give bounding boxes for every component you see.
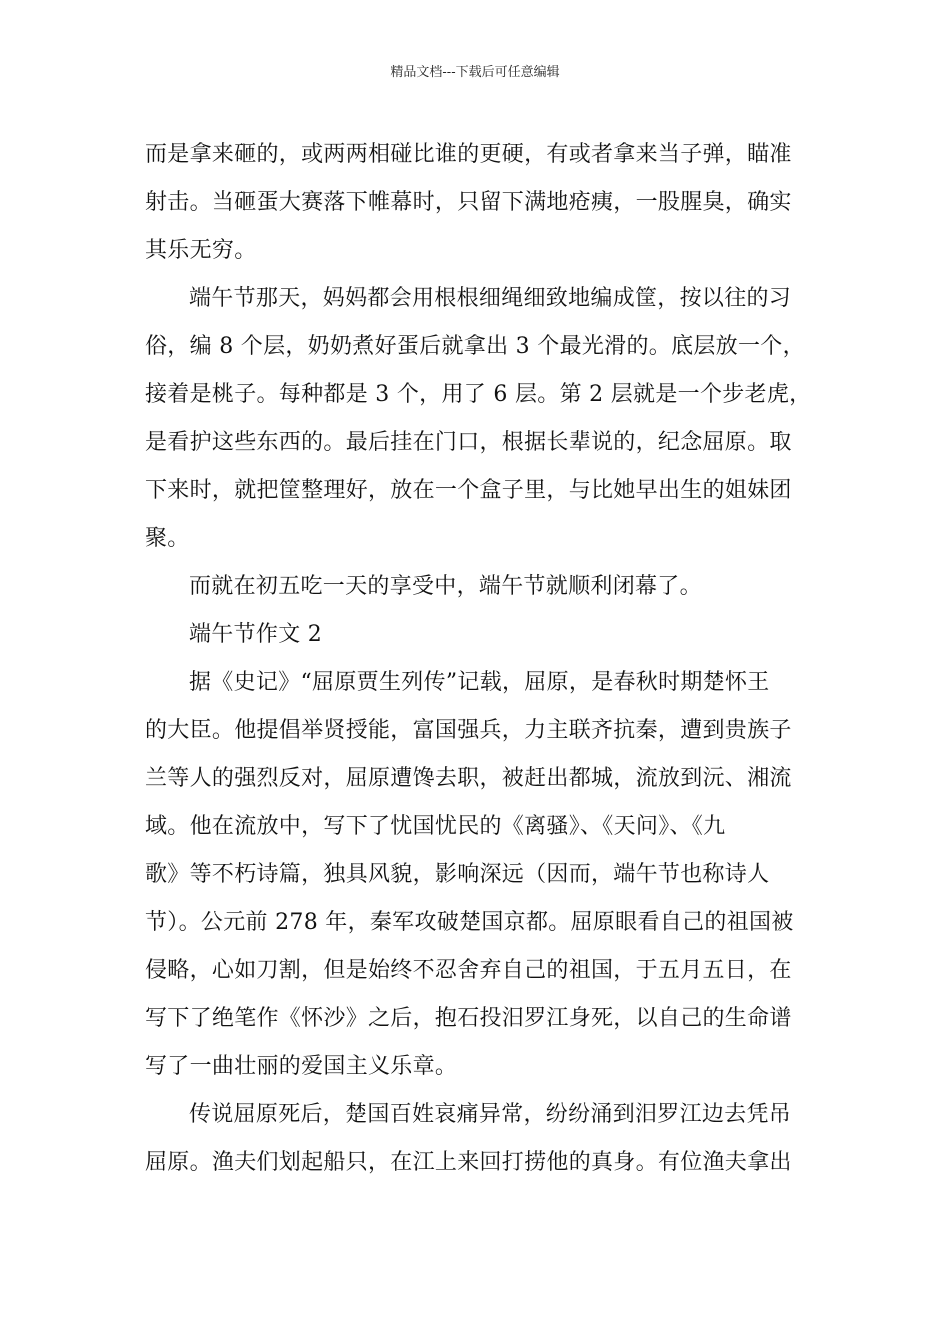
paragraph-first-line: 据《史记》“屈原贾生列传”记载，屈原，是春秋时期楚怀王	[189, 670, 770, 695]
text-line: 而是拿来砸的，或两两相碰比谁的更硬，有或者拿来当子弹，瞄准	[145, 142, 792, 167]
text-line: 接着是桃子。每种都是 3 个，用了 6 层。第 2 层就是一个步老虎，	[145, 382, 812, 407]
text-line: 节）。公元前 278 年，秦军攻破楚国京都。屈原眼看自己的祖国被	[145, 910, 794, 935]
text-line: 屈原。渔夫们划起船只，在江上来回打捞他的真身。有位渔夫拿出	[145, 1150, 792, 1175]
text-line: 写下了绝笔作《怀沙》之后，抱石投汨罗江身死，以自己的生命谱	[145, 1006, 792, 1031]
paragraph-first-line: 端午节那天，妈妈都会用根根细绳细致地编成筐，按以往的习	[189, 286, 792, 311]
text-line: 俗，编 8 个层，奶奶煮好蛋后就拿出 3 个最光滑的。底层放一个，	[145, 334, 805, 359]
document-body	[145, 131, 815, 1187]
section-heading: 端午节作文 2	[189, 622, 323, 647]
text-line: 其乐无穷。	[145, 238, 257, 263]
text-line: 兰等人的强烈反对，屈原遭馋去职，被赶出都城，流放到沅、湘流	[145, 766, 792, 791]
text-line: 的大臣。他提倡举贤授能，富国强兵，力主联齐抗秦，遭到贵族子	[145, 718, 792, 743]
paragraph-first-line: 而就在初五吃一天的享受中，端午节就顺利闭幕了。	[189, 574, 702, 599]
text-line: 侵略，心如刀割，但是始终不忍舍弃自己的祖国，于五月五日，在	[145, 958, 792, 983]
paragraph-first-line: 传说屈原死后，楚国百姓哀痛异常，纷纷涌到汨罗江边去凭吊	[189, 1102, 792, 1127]
text-line: 聚。	[145, 526, 190, 551]
text-line: 射击。当砸蛋大赛落下帷幕时，只留下满地疮痍，一股腥臭，确实	[145, 190, 792, 215]
text-line: 下来时，就把筐整理好，放在一个盒子里，与比她早出生的姐妹团	[145, 478, 792, 503]
text-line: 是看护这些东西的。最后挂在门口，根据长辈说的，纪念屈原。取	[145, 430, 792, 455]
text-line: 歌》等不朽诗篇，独具风貌，影响深远（因而，端午节也称诗人	[145, 862, 770, 887]
page-header: 精品文档---下载后可任意编辑	[390, 65, 560, 80]
text-line: 域。他在流放中，写下了忧国忧民的《离骚》、《天问》、《九	[145, 814, 726, 839]
text-line: 写了一曲壮丽的爱国主义乐章。	[145, 1054, 458, 1079]
